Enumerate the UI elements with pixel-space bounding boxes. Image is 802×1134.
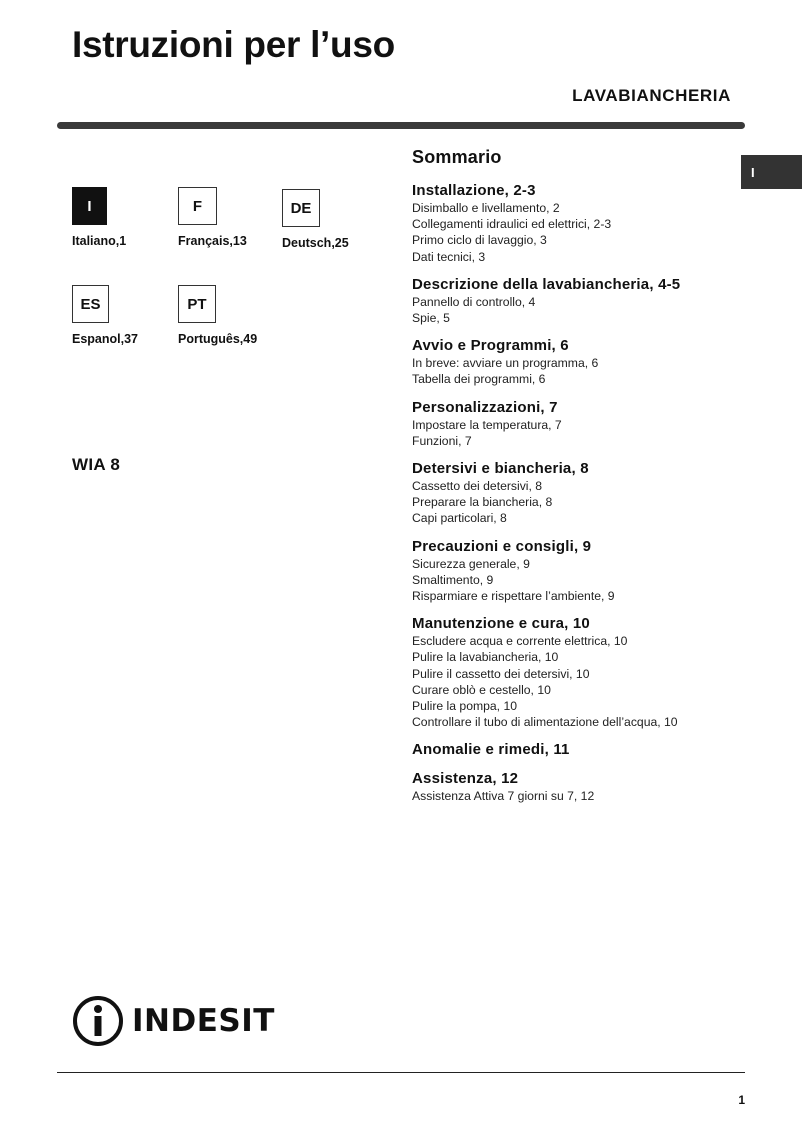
toc-section xyxy=(412,741,742,759)
toc-section-heading[interactable]: Anomalie e rimedi, 11 xyxy=(412,741,570,759)
language-item-deutsch[interactable] xyxy=(282,189,392,250)
toc-section-heading[interactable]: Detersivi e biancheria, 8 xyxy=(412,460,589,478)
table-of-contents xyxy=(412,147,742,816)
toc-section-heading[interactable]: Avvio e Programmi, 6 xyxy=(412,337,569,355)
language-code-box: PT xyxy=(178,285,216,323)
language-label: Deutsch,25 xyxy=(282,236,349,250)
toc-item[interactable]: Curare oblò e cestello, 10 xyxy=(412,682,551,697)
brand-logo xyxy=(72,995,275,1047)
toc-section xyxy=(412,615,742,730)
toc-item[interactable]: Controllare il tubo di alimentazione dell’acqua, 10 xyxy=(412,715,678,730)
toc-section xyxy=(412,399,742,449)
toc-item[interactable]: Preparare la biancheria, 8 xyxy=(412,495,553,510)
toc-section xyxy=(412,538,742,605)
page-title: Istruzioni per l’uso xyxy=(72,24,395,65)
toc-section-heading[interactable]: Assistenza, 12 xyxy=(412,770,519,788)
toc-item[interactable]: Pannello di controllo, 4 xyxy=(412,294,536,309)
language-code-box: DE xyxy=(282,189,320,227)
header-divider xyxy=(57,122,745,129)
language-code-box: I xyxy=(72,187,107,225)
toc-item[interactable]: Pulire la pompa, 10 xyxy=(412,699,518,714)
toc-section xyxy=(412,770,742,804)
toc-section xyxy=(412,276,742,326)
toc-section-heading[interactable]: Manutenzione e cura, 10 xyxy=(412,615,590,633)
language-label: Espanol,37 xyxy=(72,332,138,346)
toc-item[interactable]: Tabella dei programmi, 6 xyxy=(412,372,546,387)
toc-item[interactable]: Spie, 5 xyxy=(412,311,450,326)
language-side-tab: I xyxy=(741,155,802,189)
toc-item[interactable]: Risparmiare e rispettare l’ambiente, 9 xyxy=(412,589,615,604)
toc-item[interactable]: Dati tecnici, 3 xyxy=(412,249,486,264)
indesit-logo-icon xyxy=(72,995,124,1047)
language-grid xyxy=(72,187,392,357)
toc-item[interactable]: Sicurezza generale, 9 xyxy=(412,556,530,571)
toc-item[interactable]: Primo ciclo di lavaggio, 3 xyxy=(412,233,547,248)
toc-title: Sommario xyxy=(412,147,502,167)
toc-section-heading[interactable]: Precauzioni e consigli, 9 xyxy=(412,537,592,555)
toc-section-heading[interactable]: Installazione, 2-3 xyxy=(412,182,536,199)
page-number: 1 xyxy=(738,1093,745,1107)
toc-section xyxy=(412,337,742,387)
toc-item[interactable]: Cassetto dei detersivi, 8 xyxy=(412,479,543,494)
language-item-francais[interactable] xyxy=(178,187,288,248)
toc-item[interactable]: Impostare la temperatura, 7 xyxy=(412,417,562,432)
toc-item[interactable]: Pulire il cassetto dei detersivi, 10 xyxy=(412,666,590,681)
toc-item[interactable]: Capi particolari, 8 xyxy=(412,511,507,526)
language-label: Italiano,1 xyxy=(72,234,127,248)
toc-item[interactable]: Assistenza Attiva 7 giorni su 7, 12 xyxy=(412,789,595,804)
toc-section-heading[interactable]: Personalizzazioni, 7 xyxy=(412,398,558,416)
language-item-portugues[interactable] xyxy=(178,285,288,346)
product-type: LAVABIANCHERIA xyxy=(572,86,731,105)
language-code-box: ES xyxy=(72,285,109,323)
toc-section xyxy=(412,460,742,527)
toc-item[interactable]: In breve: avviare un programma, 6 xyxy=(412,356,599,371)
toc-section xyxy=(412,182,742,265)
toc-item[interactable]: Smaltimento, 9 xyxy=(412,572,494,587)
language-code-box: F xyxy=(178,187,217,225)
model-name: WIA 8 xyxy=(72,455,121,474)
toc-item[interactable]: Collegamenti idraulici ed elettrici, 2-3 xyxy=(412,217,612,232)
language-item-espanol[interactable] xyxy=(72,285,182,346)
footer-divider xyxy=(57,1072,745,1073)
toc-sections xyxy=(412,182,742,805)
language-label: Português,49 xyxy=(178,332,258,346)
toc-section-heading[interactable]: Descrizione della lavabiancheria, 4-5 xyxy=(412,275,681,293)
language-label: Français,13 xyxy=(178,234,247,248)
toc-item[interactable]: Funzioni, 7 xyxy=(412,433,472,448)
brand-name: INDESIT xyxy=(132,1003,275,1039)
toc-item[interactable]: Disimballo e livellamento, 2 xyxy=(412,201,560,215)
toc-item[interactable]: Pulire la lavabiancheria, 10 xyxy=(412,650,559,665)
toc-item[interactable]: Escludere acqua e corrente elettrica, 10 xyxy=(412,634,628,649)
language-item-italiano[interactable] xyxy=(72,187,182,248)
